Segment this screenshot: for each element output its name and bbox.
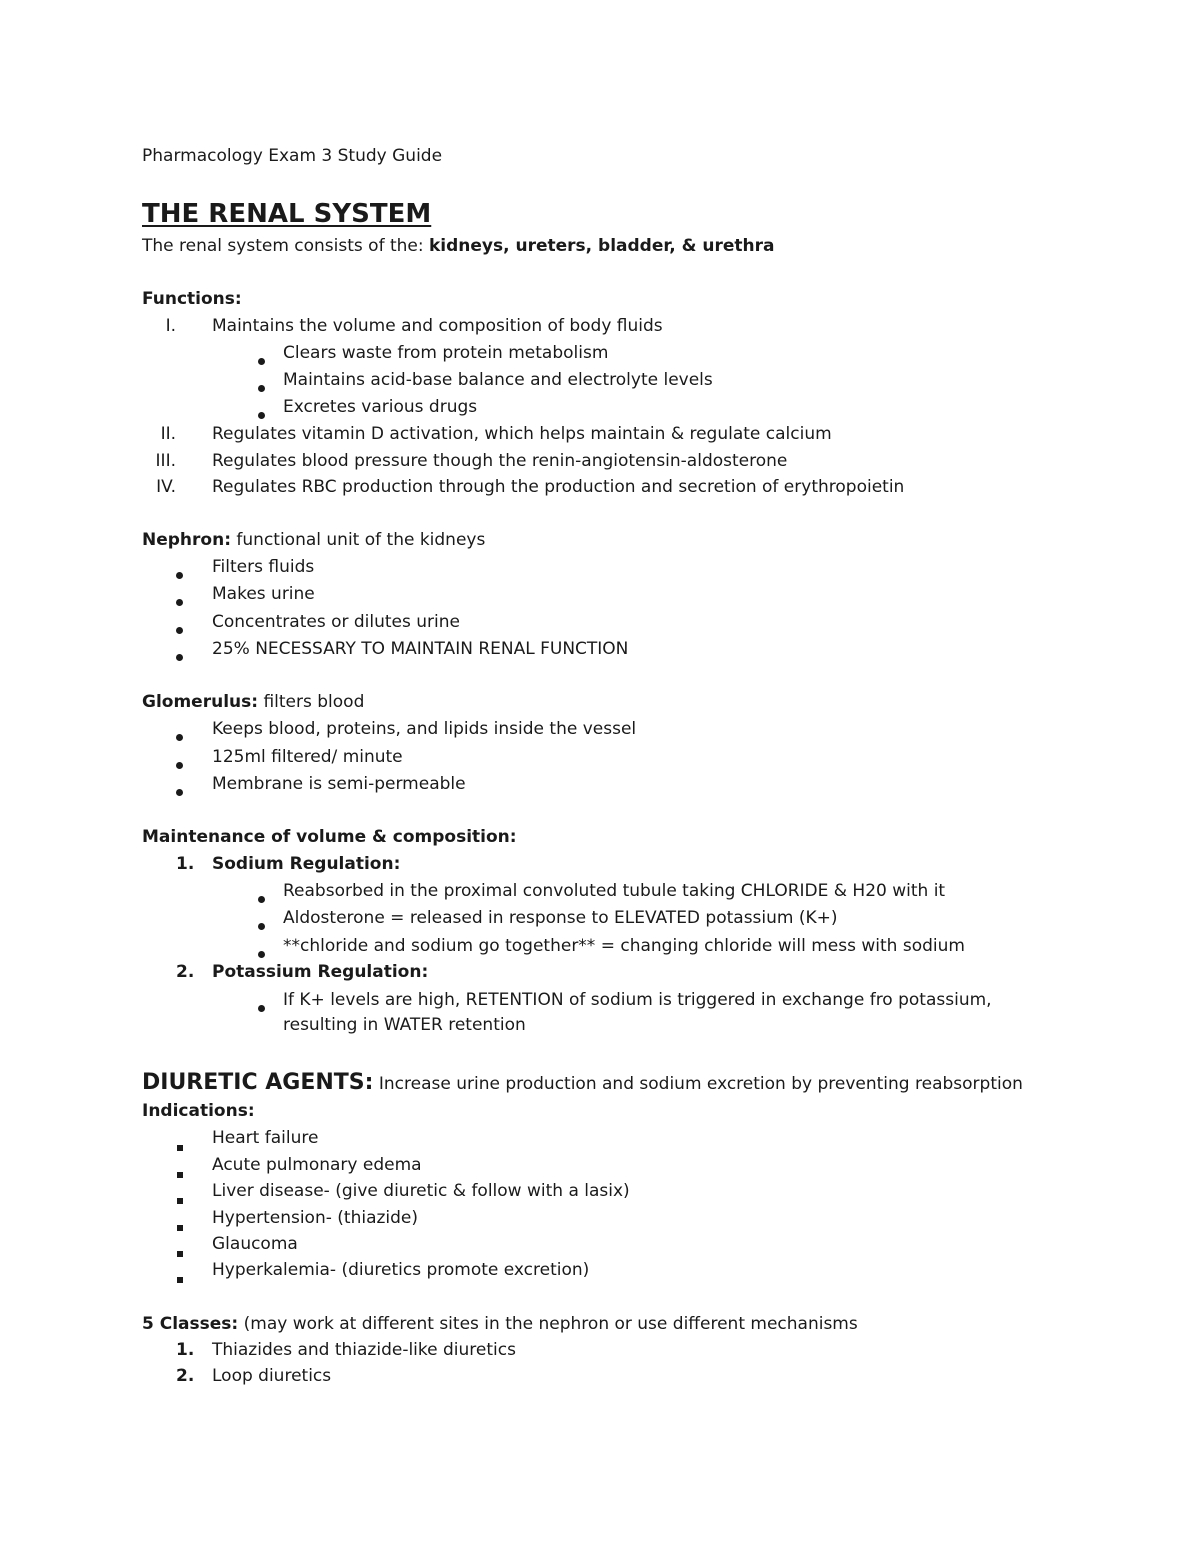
list-marker: II. <box>160 424 176 444</box>
indication-item: Liver disease- (give diuretic & follow with a lasix) <box>212 1181 630 1201</box>
bullet-icon <box>176 753 183 775</box>
indication-item: Hyperkalemia- (diuretics promote excretion) <box>212 1260 590 1280</box>
square-bullet-icon <box>177 1162 183 1184</box>
classes-line <box>142 1313 858 1335</box>
list-marker: III. <box>155 451 176 471</box>
indication-item: Hypertension- (thiazide) <box>212 1208 419 1228</box>
list-marker: 2. <box>176 1366 195 1386</box>
bullet-icon <box>176 645 183 667</box>
bullet-icon <box>258 376 265 398</box>
square-bullet-icon <box>177 1135 183 1157</box>
nephron-definition <box>142 529 485 551</box>
nephron-desc: functional unit of the kidneys <box>231 530 486 550</box>
function-sub-item: Maintains acid-base balance and electrolyte levels <box>283 370 713 390</box>
glomerulus-item: Keeps blood, proteins, and lipids inside the vessel <box>212 719 637 739</box>
indication-item: Heart failure <box>212 1128 319 1148</box>
bullet-icon <box>176 618 183 640</box>
indication-item: Acute pulmonary edema <box>212 1155 422 1175</box>
renal-intro <box>142 235 775 257</box>
glomerulus-item: 125ml filtered/ minute <box>212 747 403 767</box>
list-marker: 1. <box>176 854 195 874</box>
potassium-item: If K+ levels are high, RETENTION of sodium is triggered in exchange fro potassium, <box>283 990 992 1010</box>
renal-organs: kidneys, ureters, bladder, & urethra <box>428 236 775 256</box>
bullet-icon <box>258 996 265 1018</box>
document-title: Pharmacology Exam 3 Study Guide <box>142 146 443 166</box>
class-item: Loop diuretics <box>212 1366 332 1386</box>
square-bullet-icon <box>177 1215 183 1237</box>
bullet-icon <box>176 780 183 802</box>
function-item: Regulates vitamin D activation, which helps maintain & regulate calcium <box>212 424 832 444</box>
potassium-regulation-label: Potassium Regulation: <box>212 962 429 982</box>
glomerulus-desc: filters blood <box>258 692 365 712</box>
sodium-item: Reabsorbed in the proximal convoluted tubule taking CHLORIDE & H20 with it <box>283 881 946 901</box>
classes-label: 5 Classes: <box>142 1314 239 1334</box>
nephron-label: Nephron: <box>142 530 231 550</box>
diuretic-heading-line <box>142 1068 1023 1099</box>
list-marker: I. <box>165 316 176 336</box>
sodium-item: Aldosterone = released in response to ELEVATED potassium (K+) <box>283 908 838 928</box>
list-marker: IV. <box>156 477 176 497</box>
glomerulus-label: Glomerulus: <box>142 692 259 712</box>
function-item: Regulates blood pressure though the renin-angiotensin-aldosterone <box>212 451 788 471</box>
glomerulus-item: Membrane is semi-permeable <box>212 774 466 794</box>
nephron-item: Concentrates or dilutes urine <box>212 612 460 632</box>
indication-item: Glaucoma <box>212 1234 298 1254</box>
indications-label: Indications: <box>142 1101 255 1121</box>
bullet-icon <box>258 914 265 936</box>
function-item: Maintains the volume and composition of body fluids <box>212 316 663 336</box>
bullet-icon <box>258 403 265 425</box>
bullet-icon <box>176 590 183 612</box>
square-bullet-icon <box>177 1188 183 1210</box>
diuretic-desc: Increase urine production and sodium excretion by preventing reabsorption <box>373 1074 1023 1094</box>
nephron-item: 25% NECESSARY TO MAINTAIN RENAL FUNCTION <box>212 639 629 659</box>
glomerulus-definition <box>142 691 364 713</box>
bullet-icon <box>258 887 265 909</box>
potassium-item-continued: resulting in WATER retention <box>283 1015 526 1035</box>
classes-desc: (may work at different sites in the nephron or use different mechanisms <box>238 1314 858 1334</box>
diuretic-agents-heading: DIURETIC AGENTS: <box>142 1070 374 1095</box>
list-marker: 2. <box>176 962 195 982</box>
sodium-item: **chloride and sodium go together** = changing chloride will mess with sodium <box>283 936 965 956</box>
function-sub-item: Excretes various drugs <box>283 397 478 417</box>
renal-intro-text: The renal system consists of the: <box>142 236 429 256</box>
bullet-icon <box>258 349 265 371</box>
square-bullet-icon <box>177 1267 183 1289</box>
maintenance-label: Maintenance of volume & composition: <box>142 827 517 847</box>
list-marker: 1. <box>176 1340 195 1360</box>
function-item: Regulates RBC production through the production and secretion of erythropoietin <box>212 477 905 497</box>
sodium-regulation-label: Sodium Regulation: <box>212 854 401 874</box>
square-bullet-icon <box>177 1241 183 1263</box>
renal-system-heading: THE RENAL SYSTEM <box>142 199 432 229</box>
bullet-icon <box>176 725 183 747</box>
functions-label: Functions: <box>142 289 242 309</box>
function-sub-item: Clears waste from protein metabolism <box>283 343 609 363</box>
class-item: Thiazides and thiazide-like diuretics <box>212 1340 516 1360</box>
bullet-icon <box>176 563 183 585</box>
nephron-item: Makes urine <box>212 584 315 604</box>
nephron-item: Filters fluids <box>212 557 315 577</box>
